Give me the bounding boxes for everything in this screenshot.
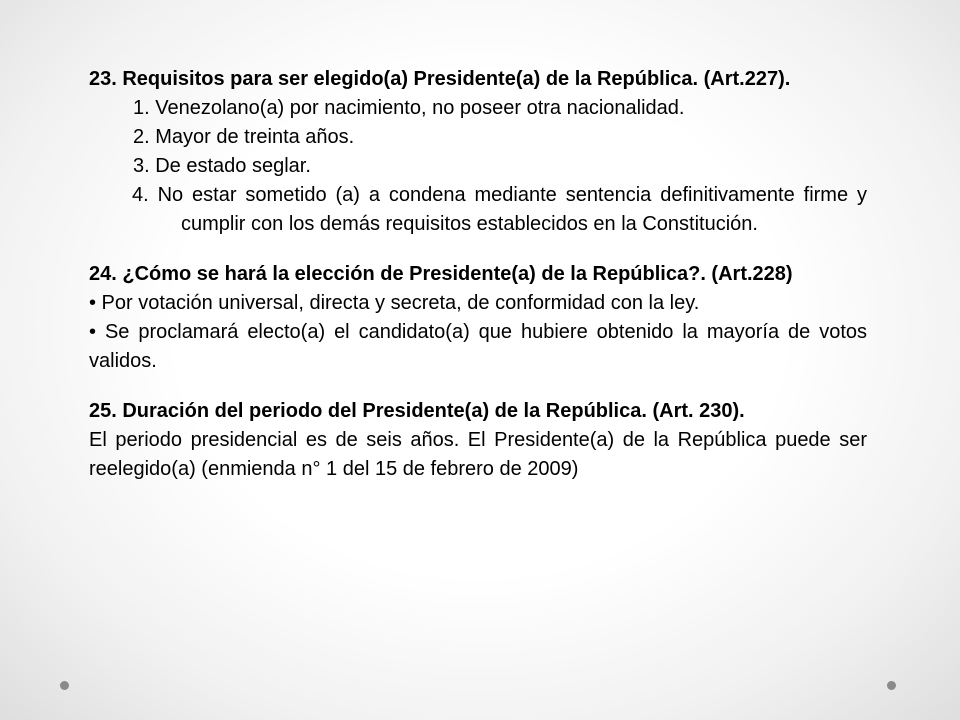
section-25-heading: 25. Duración del periodo del Presidente(a) de la República. (Art. 230). bbox=[89, 400, 745, 422]
requirement-item-2: 2. Mayor de treinta años. bbox=[133, 126, 355, 148]
term-duration-paragraph: El periodo presidencial es de seis años. El Presidente(a) de la República puede ser reelegido(a) (enmienda n° 1 del 15 de febrero de 2009) bbox=[89, 429, 867, 480]
requirement-item-1: 1. Venezolano(a) por nacimiento, no poseer otra nacionalidad. bbox=[133, 97, 685, 119]
section-24 bbox=[89, 260, 867, 376]
decorative-dot-left bbox=[60, 681, 69, 690]
section-23 bbox=[89, 65, 867, 239]
section-25 bbox=[89, 397, 867, 484]
slide-content bbox=[89, 65, 867, 484]
decorative-dot-right bbox=[887, 681, 896, 690]
election-bullet-2: • Se proclamará electo(a) el candidato(a) que hubiere obtenido la mayoría de votos validos. bbox=[89, 321, 867, 372]
section-23-heading: 23. Requisitos para ser elegido(a) Presidente(a) de la República. (Art.227). bbox=[89, 68, 791, 90]
section-24-heading: 24. ¿Cómo se hará la elección de Presidente(a) de la República?. (Art.228) bbox=[89, 263, 793, 285]
requirement-item-4: 4. No estar sometido (a) a condena mediante sentencia definitivamente firme y cumplir con los demás requisitos establecidos en la Constitución. bbox=[132, 184, 867, 235]
election-bullet-1: • Por votación universal, directa y secreta, de conformidad con la ley. bbox=[89, 292, 700, 314]
requirement-item-3: 3. De estado seglar. bbox=[133, 155, 311, 177]
